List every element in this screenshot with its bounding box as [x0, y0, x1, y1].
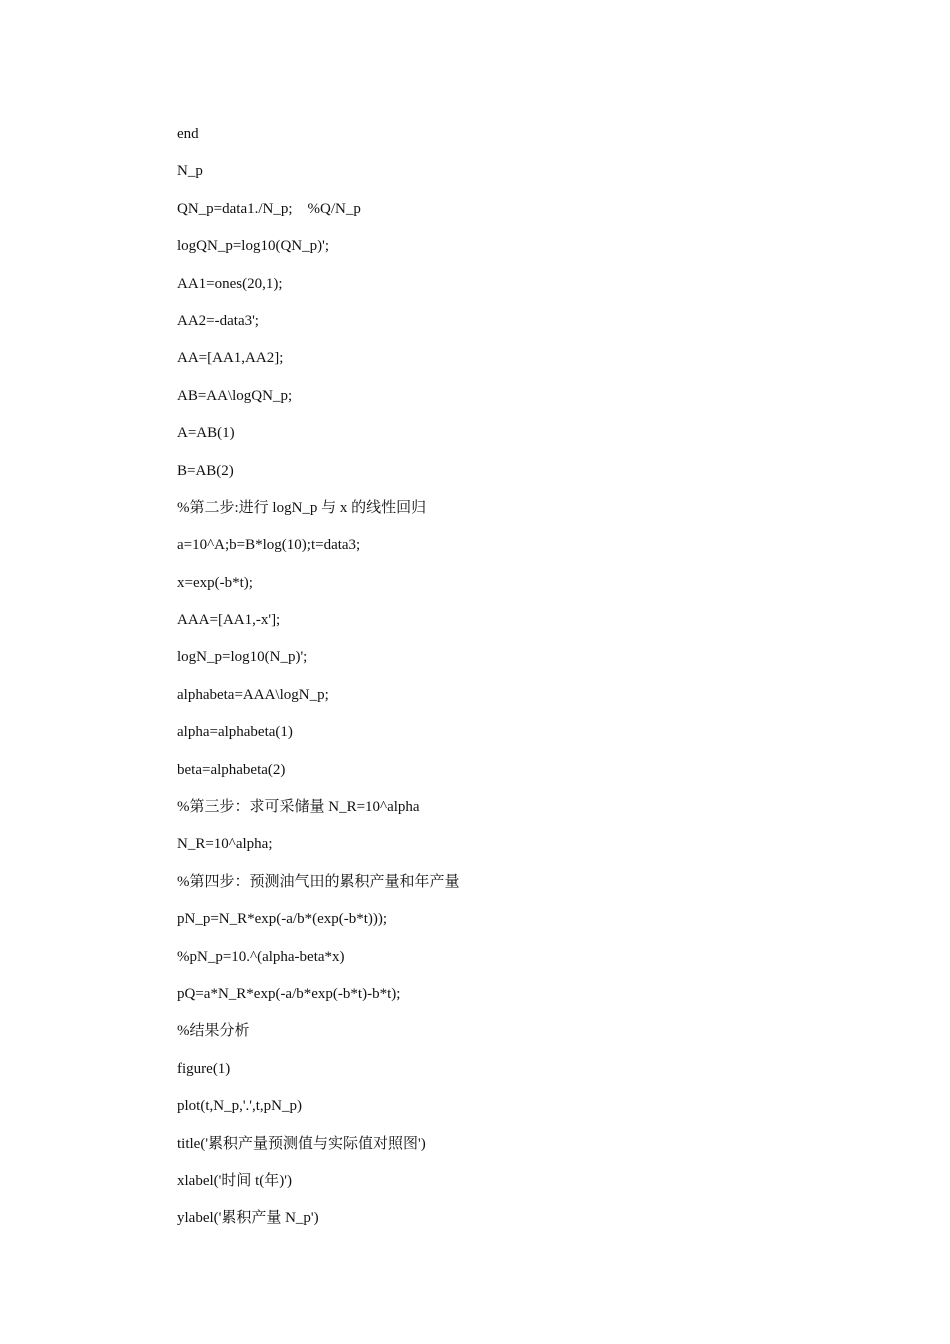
code-line: logN_p=log10(N_p)';	[177, 649, 308, 666]
code-line: ylabel('累积产量 N_p')	[177, 1210, 319, 1227]
comment-line: %第三步：求可采储量 N_R=10^alpha	[177, 799, 420, 816]
code-line: title('累积产量预测值与实际值对照图')	[177, 1135, 426, 1152]
code-line: alpha=alphabeta(1)	[177, 724, 293, 741]
code-line: end	[177, 126, 199, 142]
code-line: B=AB(2)	[177, 462, 234, 479]
comment-line: %pN_p=10.^(alpha-beta*x)	[177, 948, 345, 965]
code-line: xlabel('时间 t(年)')	[177, 1172, 292, 1189]
code-line: alphabeta=AAA\logN_p;	[177, 686, 329, 703]
code-line: a=10^A;b=B*log(10);t=data3;	[177, 537, 361, 554]
code-line: A=AB(1)	[177, 425, 235, 442]
code-listing	[177, 124, 460, 1246]
code-line: x=exp(-b*t);	[177, 574, 253, 591]
comment-line: %第四步：预测油气田的累积产量和年产量	[177, 873, 460, 890]
code-line: AA2=-data3';	[177, 312, 259, 329]
code-line: logQN_p=log10(QN_p)';	[177, 238, 329, 255]
code-line: plot(t,N_p,'.',t,pN_p)	[177, 1098, 302, 1115]
code-line: N_R=10^alpha;	[177, 836, 273, 853]
comment-line: %第二步:进行 logN_p 与 x 的线性回归	[177, 499, 427, 516]
comment-line: %结果分析	[177, 1023, 250, 1040]
code-line: figure(1)	[177, 1060, 231, 1077]
code-line: AAA=[AA1,-x'];	[177, 612, 281, 629]
code-line: AA=[AA1,AA2];	[177, 350, 284, 367]
code-line: beta=alphabeta(2)	[177, 761, 286, 778]
code-line: pQ=a*N_R*exp(-a/b*exp(-b*t)-b*t);	[177, 985, 401, 1002]
code-line: AB=AA\logQN_p;	[177, 387, 293, 404]
code-line: pN_p=N_R*exp(-a/b*(exp(-b*t)));	[177, 911, 388, 928]
code-line: QN_p=data1./N_p; %Q/N_p	[177, 200, 361, 217]
code-line: N_p	[177, 163, 203, 180]
code-line: AA1=ones(20,1);	[177, 275, 283, 292]
